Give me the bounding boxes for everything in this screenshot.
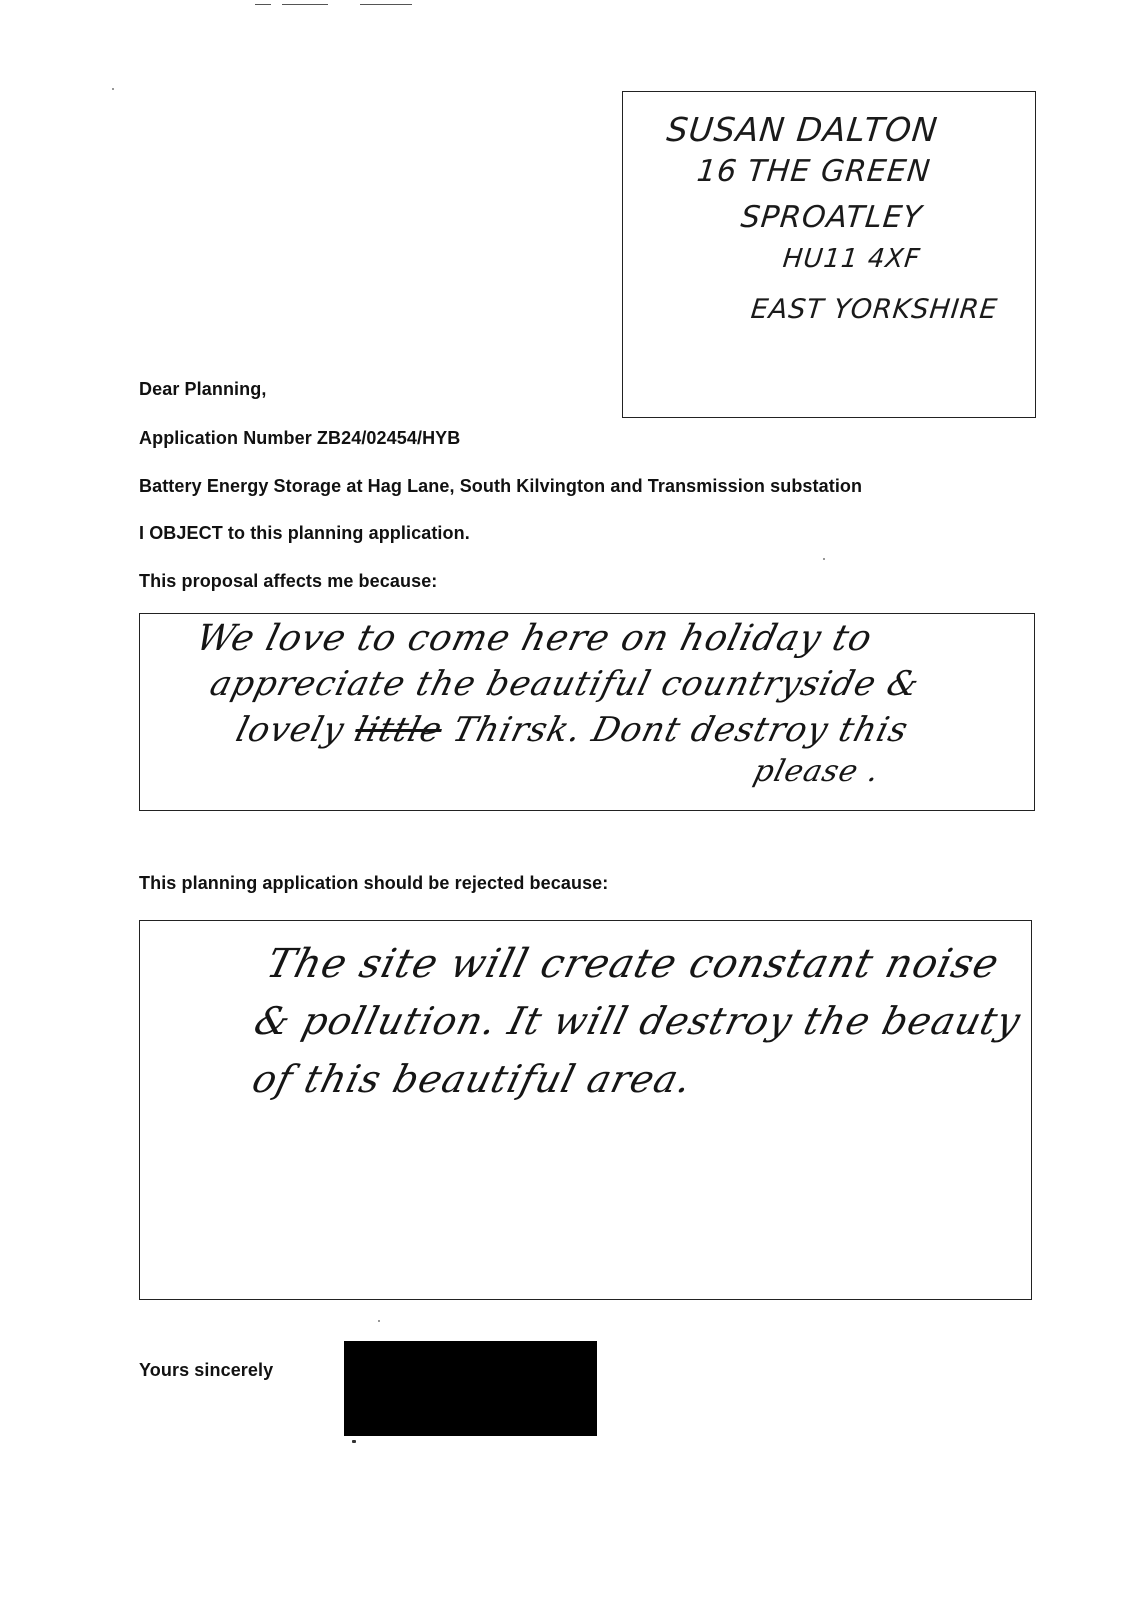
scan-artifact	[378, 1320, 380, 1322]
struck-word: little	[350, 710, 447, 750]
application-number: Application Number ZB24/02454/HYB	[139, 428, 461, 448]
affects-response-box	[139, 613, 1035, 811]
scan-artifact	[360, 4, 412, 5]
objection-statement: I OBJECT to this planning application.	[139, 523, 470, 543]
affects-response-line	[232, 710, 913, 750]
address-street: 16 THE GREEN	[695, 154, 933, 189]
closing: Yours sincerely	[139, 1360, 274, 1380]
address-postcode: HU11 4XF	[781, 244, 922, 274]
scan-artifact	[112, 88, 114, 90]
redacted-signature	[344, 1341, 597, 1436]
address-county: EAST YORKSHIRE	[749, 294, 1000, 325]
scan-artifact	[823, 558, 825, 560]
affects-response-line: appreciate the beautiful countryside &	[206, 664, 924, 704]
scan-artifact	[255, 4, 271, 5]
rejected-response-box	[139, 920, 1032, 1300]
sender-address-box	[622, 91, 1036, 418]
affects-response-line: please .	[750, 754, 884, 789]
address-name: SUSAN DALTON	[664, 110, 940, 149]
affects-response-line: We love to come here on holiday to	[192, 618, 877, 659]
affects-response-word: Thirsk. Dont destroy this	[448, 710, 913, 750]
rejected-response-line: of this beautiful area.	[248, 1057, 697, 1101]
rejected-response-line: & pollution. It will destroy the beauty	[250, 999, 1026, 1043]
rejected-response-line: The site will create constant noise	[262, 941, 1005, 987]
salutation: Dear Planning,	[139, 379, 267, 399]
affects-label: This proposal affects me because:	[139, 571, 438, 591]
scan-artifact	[282, 4, 328, 5]
rejected-label: This planning application should be rejected because:	[139, 873, 609, 893]
address-town: SPROATLEY	[739, 200, 925, 235]
affects-response-word: lovely	[232, 710, 349, 750]
application-subject: Battery Energy Storage at Hag Lane, South Kilvington and Transmission substation	[139, 476, 863, 496]
scan-artifact	[352, 1440, 356, 1443]
